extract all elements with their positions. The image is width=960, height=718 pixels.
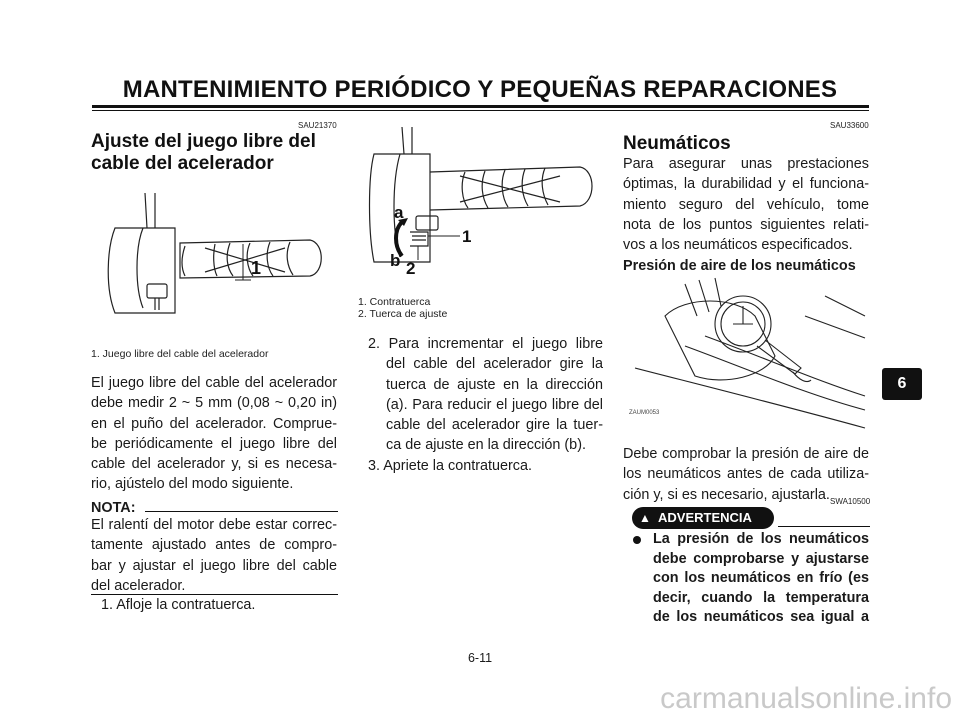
warning-label: ADVERTENCIA <box>658 510 752 525</box>
warning-rule <box>778 526 870 527</box>
section-title <box>91 131 351 175</box>
tires-subheading: Presión de aire de los neumáticos <box>623 258 856 274</box>
text-line: tuerca de ajuste en la dirección <box>386 376 603 393</box>
fig3-code: ZAUM0053 <box>629 410 660 416</box>
text-line: ca de ajuste en la dirección (b). <box>386 437 586 454</box>
text-line: 2. Para incrementar el juego libre <box>368 336 603 352</box>
section-title-line2: cable del acelerador <box>91 153 274 174</box>
tire-gauge-illustration <box>625 276 870 434</box>
bullet-dot-icon <box>633 536 641 544</box>
text-line: tamente ajustado antes de compro- <box>91 537 337 554</box>
text-line: bar y ajustar el juego libre del cable <box>91 557 337 574</box>
text-line: debe comprobarse y ajustarse <box>653 550 869 567</box>
section-code-2: SAU33600 <box>830 121 869 130</box>
header-rule-thick <box>92 105 869 108</box>
text-line: Debe comprobar la presión de aire de <box>623 446 869 462</box>
text-line: cable del acelerador y, si es necesa- <box>91 456 337 473</box>
fig2-label-b: b <box>390 251 401 270</box>
text-line: cable del acelerador gire la tuer- <box>386 417 603 434</box>
fig2-caption-1: 1. Contratuerca <box>358 296 431 308</box>
text-line: decir, cuando la temperatura <box>653 589 869 606</box>
warning-code: SWA10500 <box>830 497 871 506</box>
warning-badge <box>632 507 774 529</box>
text-line: rio, ajústelo del modo siguiente. <box>91 476 294 493</box>
section-title-line1: Ajuste del juego libre del <box>91 131 316 152</box>
note-paragraph <box>91 515 337 596</box>
section-title-2: Neumáticos <box>623 133 731 154</box>
intro-paragraph <box>91 373 337 495</box>
bullet-text <box>653 530 869 628</box>
fig1-label-1: 1 <box>251 258 262 278</box>
warning-triangle-icon: ▲ <box>639 511 651 525</box>
fig2-label-1: 1 <box>462 227 472 246</box>
page-number: 6-11 <box>467 651 493 665</box>
text-line: ción y, si es necesario, ajustarla. <box>623 486 830 503</box>
note-rule-top <box>145 511 338 512</box>
tires-paragraph <box>623 154 869 255</box>
fig2-label-a: a <box>394 203 404 222</box>
text-line: La presión de los neumáticos <box>653 531 869 547</box>
step-1: 1. Afloje la contratuerca. <box>101 597 256 613</box>
chapter-tab: 6 <box>882 368 922 400</box>
watermark: carmanualsonline.info <box>660 682 952 715</box>
step-3: 3. Apriete la contratuerca. <box>368 458 532 474</box>
text-line: miento seguro del vehículo, tome <box>623 196 869 213</box>
text-line: debe medir 2 ~ 5 mm (0,08 ~ 0,20 in) <box>91 395 337 412</box>
throttle-grip-illustration <box>95 188 335 323</box>
warning-bullet <box>633 530 869 628</box>
figure-caption: 1. Juego libre del cable del acelerador <box>91 348 269 360</box>
text-line: El juego libre del cable del acelerador <box>91 375 337 391</box>
text-line: del acelerador. <box>91 577 186 594</box>
fig2-label-2: 2 <box>406 259 416 278</box>
text-line: be periódicamente el juego libre del <box>91 435 337 452</box>
note-label: NOTA: <box>91 500 136 516</box>
header-rule-thin <box>92 110 869 111</box>
section-code: SAU21370 <box>298 121 337 130</box>
text-line: (a). Para reducir el juego libre del <box>386 396 603 413</box>
text-line: nota de los puntos siguientes relati- <box>623 216 869 233</box>
text-line: los neumáticos antes de cada utiliza- <box>623 466 869 483</box>
check-paragraph <box>623 444 869 505</box>
text-line: El ralentí del motor debe estar correc- <box>91 517 337 533</box>
fig2-caption-2: 2. Tuerca de ajuste <box>358 308 448 320</box>
text-line: vos a los neumáticos especificados. <box>623 237 853 254</box>
text-line: con los neumáticos en frío (es <box>653 570 869 586</box>
text-line: del cable del acelerador gire la <box>386 356 603 373</box>
text-line: Para asegurar unas prestaciones <box>623 156 869 172</box>
page-header-title: MANTENIMIENTO PERIÓDICO Y PEQUEÑAS REPARACIONES <box>122 76 838 103</box>
adjuster-illustration <box>360 122 600 294</box>
step-2 <box>368 334 603 456</box>
text-line: en el puño del acelerador. Comprue- <box>91 415 337 432</box>
text-line: de los neumáticos sea igual a <box>653 609 869 625</box>
text-line: óptimas, la durabilidad y el funciona- <box>623 176 869 193</box>
